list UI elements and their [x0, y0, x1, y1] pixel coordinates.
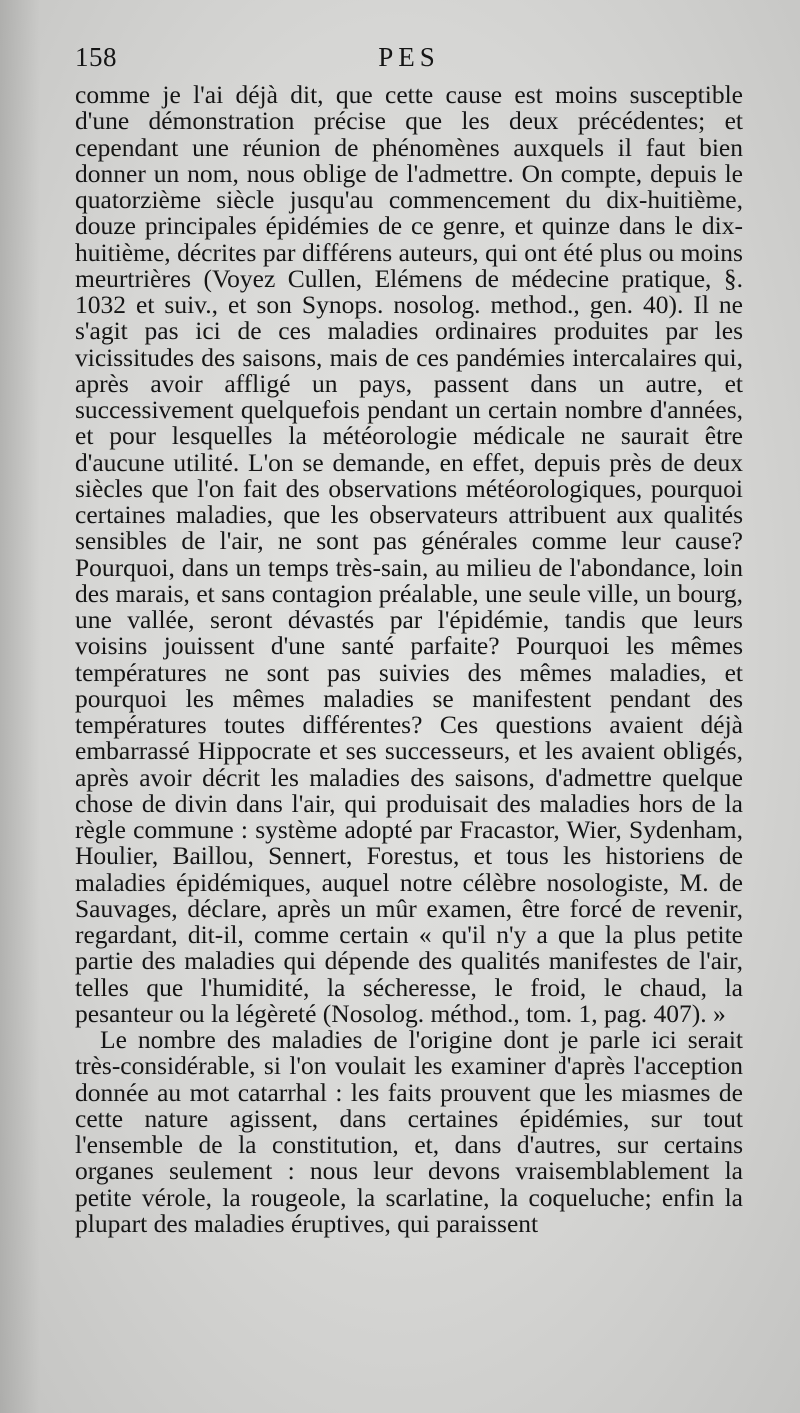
page-gutter-shadow	[0, 0, 40, 1413]
paragraph: comme je l'ai déjà dit, que cette cause est moins susceptible d'une démonstration précise que les deux précédentes; et cependant une réunion de phénomènes auxquels il faut bien donner un nom, nous oblige de l'admettre. On compte, depuis le quatorzième siècle jusqu'au commencement du dix-huitième, douze principales épidémies de ce genre, et quinze dans le dix-huitième, décrites par différens auteurs, qui ont été plus ou moins meurtrières (Voyez Cullen, Elémens de médecine pratique, §. 1032 et suiv., et son Synops. nosolog. method., gen. 40). Il ne s'agit pas ici de ces maladies ordinaires produites par les vicissitudes des saisons, mais de ces pandémies intercalaires qui, après avoir affligé un pays, passent dans un autre, et successivement quelquefois pendant un certain nombre d'années, et pour lesquelles la météorologie médicale ne saurait être d'aucune utilité. L'on se demande, en effet, depuis près de deux siècles que l'on fait des observations météorologiques, pourquoi certaines maladies, que les observateurs attribuent aux qualités sensibles de l'air, ne sont pas générales comme leur cause? Pourquoi, dans un temps très-sain, au milieu de l'abondance, loin des marais, et sans contagion préalable, une seule ville, un bourg, une vallée, seront dévastés par l'épidémie, tandis que leurs voisins jouissent d'une santé parfaite? Pourquoi les mêmes températures ne sont pas suivies des mêmes maladies, et pourquoi les mêmes maladies se manifestent pendant des températures toutes différentes? Ces questions avaient déjà embarrassé Hippocrate et ses successeurs, et les avaient obligés, après avoir décrit les maladies des saisons, d'admettre quelque chose de divin dans l'air, qui produisait des maladies hors de la règle commune : système adopté par Fracastor, Wier, Sydenham, Houlier, Baillou, Sennert, Forestus, et tous les historiens de maladies épidémiques, auquel notre célèbre nosologiste, M. de Sauvages, déclare, après un mûr examen, être forcé de revenir, regardant, dit-il, comme certain « qu'il n'y a que la plus petite partie des maladies qui dépende des qualités manifestes de l'air, telles que l'humidité, la sécheresse, le froid, le chaud, la pesanteur ou la légèreté (Nosolog. méthod., tom. 1, pag. 407). »	[75, 80, 743, 1028]
running-head: PES	[378, 42, 440, 72]
body-text	[75, 82, 743, 1237]
page-header	[75, 42, 743, 80]
page-number: 158	[75, 42, 117, 72]
paragraph: Le nombre des maladies de l'origine dont je parle ici serait très-considérable, si l'on voulait les examiner d'après l'acception donnée au mot catarrhal : les faits prouvent que les miasmes de cette nature agissent, dans certaines épidémies, sur tout l'ensemble de la constitution, et, dans d'autres, sur certains organes seulement : nous leur devons vraisemblablement la petite vérole, la rougeole, la scarlatine, la coqueluche; enfin la plupart des maladies éruptives, qui paraissent	[75, 1025, 743, 1238]
